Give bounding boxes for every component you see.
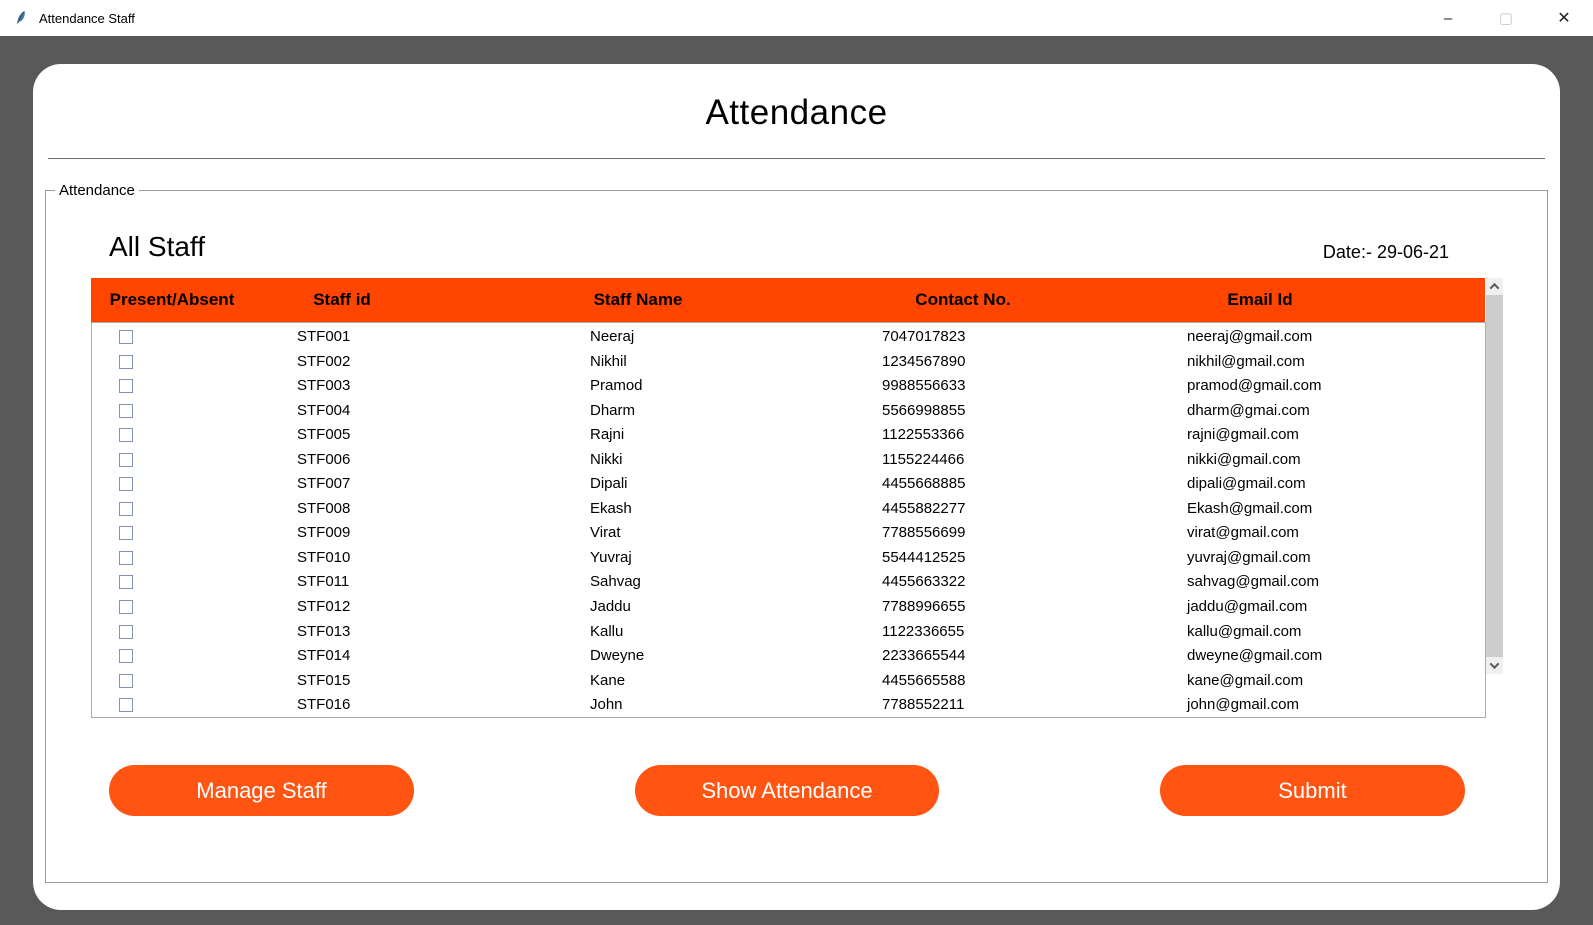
- staff-id-cell: STF011: [297, 573, 350, 591]
- staff-id-cell: STF005: [297, 426, 351, 444]
- contact-cell: 5544412525: [882, 548, 966, 566]
- contact-cell: 7047017823: [882, 328, 966, 345]
- present-absent-checkbox[interactable]: [119, 600, 133, 614]
- scroll-up-button[interactable]: [1486, 278, 1503, 295]
- table-row: [92, 621, 1485, 646]
- scrollbar-thumb[interactable]: [1486, 295, 1503, 657]
- column-header-contact-no: Contact No.: [915, 290, 1011, 309]
- present-absent-checkbox[interactable]: [119, 551, 133, 565]
- main-card: [33, 64, 1560, 910]
- email-cell: virat@gmail.com: [1187, 524, 1299, 542]
- present-absent-checkbox[interactable]: [119, 698, 133, 712]
- staff-name-cell: Sahvag: [590, 573, 641, 591]
- table-header: [91, 278, 1485, 322]
- staff-id-cell: STF008: [297, 499, 351, 517]
- date-label: Date:- 29-06-21: [1322, 242, 1449, 262]
- table-row: [92, 596, 1485, 621]
- contact-cell: 5566998855: [882, 401, 966, 419]
- staff-id-cell: STF007: [297, 475, 351, 493]
- staff-name-cell: Dipali: [590, 475, 628, 493]
- staff-id-cell: STF002: [297, 352, 351, 370]
- all-staff-heading: All Staff: [109, 231, 205, 262]
- contact-cell: 4455663322: [882, 573, 966, 591]
- window-titlebar: [0, 0, 1593, 36]
- present-absent-checkbox[interactable]: [119, 477, 133, 491]
- email-cell: pramod@gmail.com: [1187, 377, 1322, 395]
- staff-name-cell: Nikhil: [590, 352, 627, 370]
- contact-cell: 2233665544: [882, 647, 966, 665]
- staff-id-cell: STF015: [297, 671, 351, 689]
- contact-cell: 7788556699: [882, 524, 966, 542]
- window-title: Attendance Staff: [39, 10, 135, 26]
- email-cell: nikhil@gmail.com: [1187, 352, 1305, 370]
- staff-name-cell: Nikki: [590, 450, 623, 468]
- column-header-staff-id: Staff id: [313, 290, 371, 309]
- contact-cell: 7788552211: [882, 696, 965, 714]
- table-row: [92, 326, 1485, 351]
- window-controls: [1419, 0, 1593, 36]
- table-row: [92, 449, 1485, 474]
- contact-cell: 1155224466: [882, 450, 965, 468]
- email-cell: Ekash@gmail.com: [1187, 499, 1313, 517]
- table-row: [92, 670, 1485, 695]
- chevron-down-icon: [1490, 659, 1500, 669]
- present-absent-checkbox[interactable]: [119, 502, 133, 516]
- column-header-staff-name: Staff Name: [593, 290, 683, 309]
- attendance-groupbox: [45, 182, 1548, 883]
- staff-name-cell: Jaddu: [590, 598, 631, 616]
- table-row: [92, 473, 1485, 498]
- staff-name-cell: Yuvraj: [590, 548, 632, 566]
- scroll-down-button[interactable]: [1486, 657, 1503, 674]
- email-cell: jaddu@gmail.com: [1187, 598, 1308, 616]
- table-row: [92, 571, 1485, 596]
- present-absent-checkbox[interactable]: [119, 355, 133, 369]
- title-divider: [48, 158, 1545, 159]
- present-absent-checkbox[interactable]: [119, 453, 133, 467]
- manage-staff-button[interactable]: Manage Staff: [109, 765, 414, 816]
- contact-cell: 4455882277: [882, 499, 966, 517]
- contact-cell: 1122336655: [882, 622, 965, 640]
- contact-cell: 4455668885: [882, 475, 966, 493]
- staff-name-cell: Virat: [590, 524, 621, 542]
- submit-button[interactable]: Submit: [1160, 765, 1465, 816]
- email-cell: john@gmail.com: [1187, 696, 1299, 714]
- email-cell: nikki@gmail.com: [1187, 450, 1301, 468]
- table-row: [92, 498, 1485, 523]
- page-title: Attendance: [705, 93, 888, 132]
- table-row: [92, 351, 1485, 376]
- contact-cell: 4455665588: [882, 671, 966, 689]
- email-cell: rajni@gmail.com: [1187, 426, 1299, 444]
- table-row: [92, 424, 1485, 449]
- staff-id-cell: STF001: [297, 328, 351, 345]
- show-attendance-button[interactable]: Show Attendance: [635, 765, 939, 816]
- email-cell: kane@gmail.com: [1187, 671, 1304, 689]
- present-absent-checkbox[interactable]: [119, 379, 133, 393]
- staff-id-cell: STF010: [297, 548, 351, 566]
- table-body-rows: [91, 322, 1486, 718]
- contact-cell: 1234567890: [882, 352, 966, 370]
- table-row: [92, 694, 1485, 718]
- maximize-button[interactable]: ▢: [1498, 10, 1514, 27]
- chevron-up-icon: [1490, 283, 1500, 293]
- minimize-button[interactable]: –: [1443, 9, 1453, 27]
- present-absent-checkbox[interactable]: [119, 575, 133, 589]
- staff-id-cell: STF016: [297, 696, 351, 714]
- contact-cell: 7788996655: [882, 598, 966, 616]
- groupbox-label: Attendance: [55, 182, 139, 199]
- email-cell: neeraj@gmail.com: [1187, 328, 1313, 345]
- present-absent-checkbox[interactable]: [119, 428, 133, 442]
- staff-name-cell: Pramod: [590, 377, 643, 395]
- present-absent-checkbox[interactable]: [119, 330, 133, 344]
- staff-name-cell: Kane: [590, 671, 626, 689]
- table-row: [92, 522, 1485, 547]
- email-cell: dharm@gmai.com: [1187, 401, 1310, 419]
- present-absent-checkbox[interactable]: [119, 674, 133, 688]
- staff-id-cell: STF009: [297, 524, 351, 542]
- column-header-present-absent: Present/Absent: [109, 290, 235, 309]
- staff-name-cell: Kallu: [590, 622, 624, 640]
- staff-name-cell: John: [590, 696, 623, 714]
- staff-id-cell: STF012: [297, 598, 351, 616]
- column-header-email-id: Email Id: [1227, 290, 1293, 309]
- staff-name-cell: Ekash: [590, 499, 632, 517]
- staff-id-cell: STF013: [297, 622, 351, 640]
- contact-cell: 1122553366: [882, 426, 965, 444]
- staff-id-cell: STF006: [297, 450, 351, 468]
- close-button[interactable]: ✕: [1557, 10, 1571, 27]
- email-cell: dipali@gmail.com: [1187, 475, 1306, 493]
- table-row: [92, 375, 1485, 400]
- contact-cell: 9988556633: [882, 377, 966, 395]
- email-cell: kallu@gmail.com: [1187, 622, 1302, 640]
- staff-name-cell: Dharm: [590, 401, 636, 419]
- section-header: [109, 231, 1449, 263]
- present-absent-checkbox[interactable]: [119, 526, 133, 540]
- email-cell: yuvraj@gmail.com: [1187, 548, 1311, 566]
- staff-id-cell: STF004: [297, 401, 351, 419]
- staff-table: [91, 278, 1503, 718]
- table-row: [92, 645, 1485, 670]
- staff-id-cell: STF003: [297, 377, 351, 395]
- email-cell: dweyne@gmail.com: [1187, 647, 1323, 665]
- present-absent-checkbox[interactable]: [119, 404, 133, 418]
- present-absent-checkbox[interactable]: [119, 649, 133, 663]
- staff-name-cell: Dweyne: [590, 647, 645, 665]
- table-row: [92, 547, 1485, 572]
- vertical-scrollbar[interactable]: [1486, 278, 1503, 674]
- staff-id-cell: STF014: [297, 647, 351, 665]
- table-row: [92, 400, 1485, 425]
- staff-name-cell: Rajni: [590, 426, 625, 444]
- python-feather-icon: [13, 10, 29, 26]
- email-cell: sahvag@gmail.com: [1187, 573, 1319, 591]
- present-absent-checkbox[interactable]: [119, 625, 133, 639]
- staff-name-cell: Neeraj: [590, 328, 635, 345]
